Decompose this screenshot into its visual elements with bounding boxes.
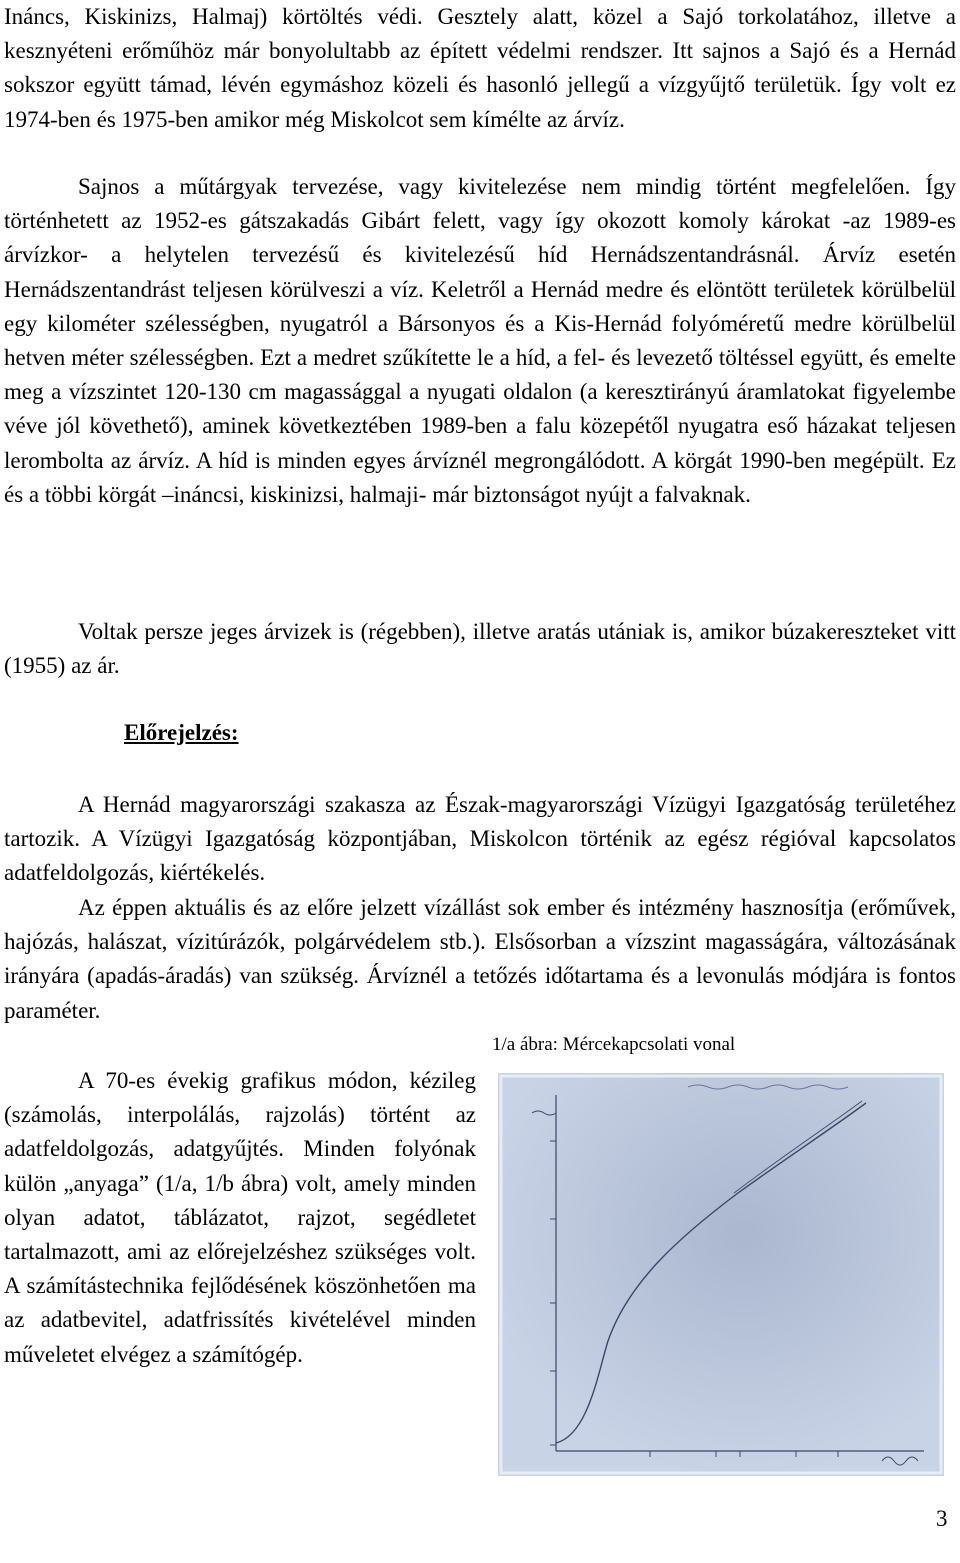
scan-background <box>498 1073 944 1476</box>
section-heading: Előrejelzés: <box>124 720 239 745</box>
paragraph-water-level-use: Az éppen aktuális és az előre jelzett vízállást sok ember és intézmény hasznosítja (erőművek, hajózás, halászat, vízitúrázók, polgárvédelem stb.). Elsősorban a vízszint magasságára, változásának irányára (apadás-áradás) van szükség. Árvíznél a tetőzés időtartama és a levonulás módjára is fontos paraméter. <box>4 895 956 1023</box>
paragraph-water-directorate: A Hernád magyarországi szakasza az Észak-magyarországi Vízügyi Igazgatóság területéhez tartozik. A Vízügyi Igazgatóság központjában, Miskolcon történik az egész régióval kapcsolatos adatfeldolgozás, kiértékelés. <box>4 792 956 886</box>
figure-caption: 1/a ábra: Mércekapcsolati vonal <box>492 1034 736 1055</box>
rating-curve-drawing <box>498 1073 944 1476</box>
paragraph-ice-floods: Voltak persze jeges árvizek is (régebben), illetve aratás utániak is, amikor búzakereszteket vitt (1955) az ár. <box>4 619 956 679</box>
paragraph-flood-protection: Ináncs, Kiskinizs, Halmaj) körtöltés védi. Gesztely alatt, közel a Sajó torkolatához, illetve a kesznyéteni erőműhöz már bonyolultabb az épített védelmi rendszer. Itt sajnos a Sajó és a Hernád sokszor együtt támad, lévén egymáshoz közeli és hasonló jellegű a vízgyűjtő területük. Így volt ez 1974-ben és 1975-ben amikor még Miskolcot sem kímélte az árvíz. <box>4 4 956 132</box>
paragraph-data-processing: A 70-es évekig grafikus módon, kézileg (számolás, interpolálás, rajzolás) történt az adatfeldolgozás, adatgyűjtés. Minden folyónak külön „anyaga” (1/a, 1/b ábra) volt, amely minden olyan adatot, táblázatot, rajzot, segédletet tartalmazott, ami az előrejelzéshez szükséges volt. A számítástechnika fejlődésének köszönhetően ma az adatbevitel, adatfrissítés kivételével minden műveletet elvégez a számítógép. <box>4 1068 476 1367</box>
page-number: 3 <box>936 1506 948 1531</box>
rating-curve-scan <box>498 1073 944 1476</box>
paragraph-structures: Sajnos a műtárgyak tervezése, vagy kivitelezése nem mindig történt megfelelően. Így történhetett az 1952-es gátszakadás Gibárt felett, vagy így okozott komoly károkat -az 1989-es árvízkor- a helytelen tervezésű és kivitelezésű híd Hernádszentandrásnál. Árvíz esetén Hernádszentandrást teljesen körülveszi a víz. Keletről a Hernád medre és elöntött területek körülbelül egy kilométer szélességben, nyugatról a Bársonyos és a Kis-Hernád folyóméretű medre körülbelül hetven méter szélességben. Ezt a medret szűkítette le a híd, a fel- és levezető töltéssel együtt, és emelte meg a vízszintet 120-130 cm magassággal a nyugati oldalon (a keresztirányú áramlatokat figyelembe véve jól követhető), aminek következtében 1989-ben a falu közepétől nyugatra eső házakat teljesen lerombolta az árvíz. A híd is minden egyes árvíznél megrongálódott. A körgát 1990-ben megépült. Ez és a többi körgát –ináncsi, kiskinizsi, halmaji- már biztonságot nyújt a falvaknak. <box>4 174 956 507</box>
